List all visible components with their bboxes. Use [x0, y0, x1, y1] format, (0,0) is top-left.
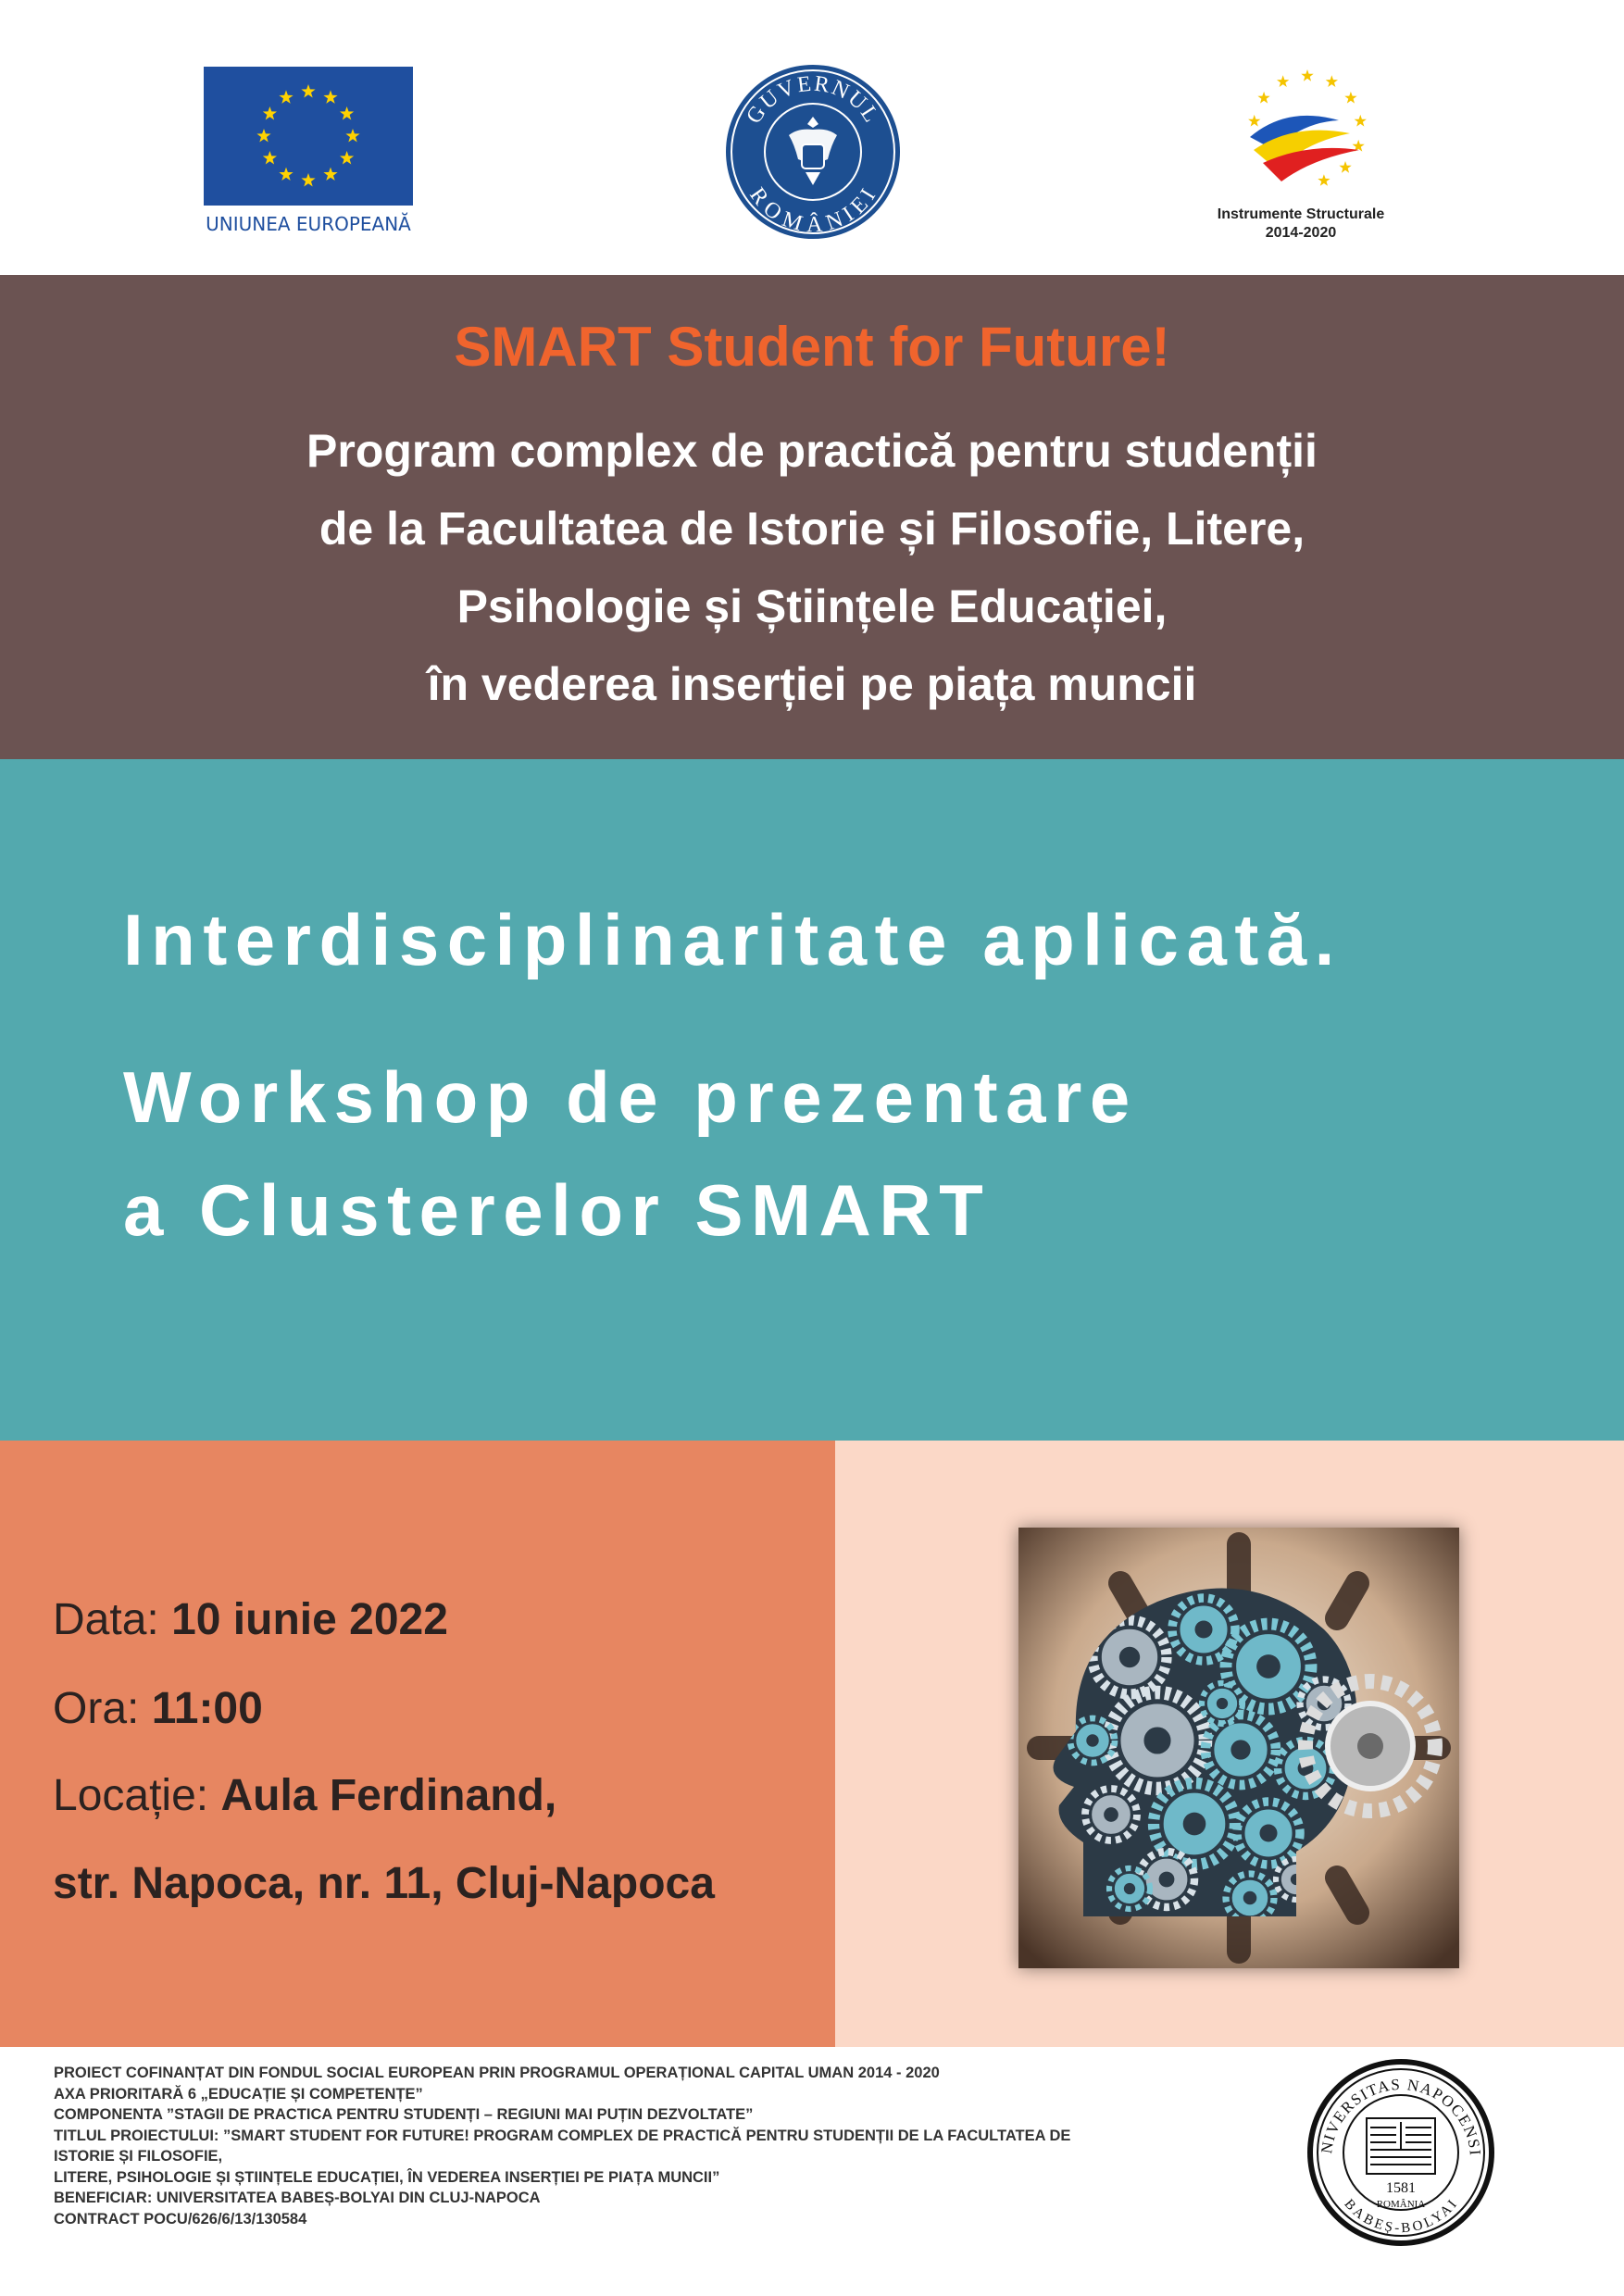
is-label-line2: 2014-2020 [1265, 225, 1337, 241]
event-address [53, 1858, 715, 1909]
disclaimer-line: CONTRACT POCU/626/6/13/130584 [54, 2210, 307, 2227]
location-value: Aula Ferdinand, [220, 1771, 557, 1820]
star-icon [1355, 115, 1367, 127]
disclaimer-line: ISTORIE ȘI FILOSOFIE, [54, 2148, 223, 2165]
disclaimer-line: BENEFICIAR: UNIVERSITATEA BABEȘ-BOLYAI DIN CLUJ-NAPOCA [54, 2190, 541, 2206]
seal-year: 1581 [1386, 2180, 1416, 2196]
time-value: 11:00 [151, 1684, 263, 1733]
star-icon [1318, 174, 1330, 186]
event-time [53, 1683, 263, 1734]
star-icon [1248, 115, 1260, 127]
event-location [53, 1770, 556, 1821]
time-label: Ora: [53, 1684, 140, 1733]
gov-seal-bottom-text: ROMÂNIEI [744, 183, 882, 238]
subtitle-line: Program complex de practică pentru studenții [306, 425, 1318, 477]
disclaimer-line: LITERE, PSIHOLOGIE ȘI ȘTIINȚELE EDUCAȚIEI, ÎN VEDEREA INSERȚIEI PE PIAȚA MUNCII” [54, 2168, 720, 2186]
head-gears-illustration [1018, 1528, 1459, 1968]
disclaimer-line: COMPONENTA ”STAGII DE PRACTICA PENTRU STUDENȚI – REGIUNI MAI PUȚIN DEZVOLTATE” [54, 2106, 754, 2123]
romanian-government-seal [724, 63, 902, 241]
date-value: 10 iunie 2022 [171, 1595, 448, 1644]
structural-instruments-logo [1231, 57, 1380, 206]
event-details-panel [0, 1441, 835, 2047]
subtitle-line: de la Facultatea de Istorie și Filosofie, Litere, [319, 503, 1305, 555]
star-icon [1339, 161, 1351, 173]
star-icon [1277, 75, 1289, 87]
eu-flag-logo [204, 67, 413, 206]
event-heading-line2: Workshop de prezentare [123, 1056, 1138, 1138]
star-icon [1344, 92, 1356, 104]
eu-stars-icon [204, 67, 413, 206]
star-icon [1257, 92, 1269, 104]
disclaimer-line: AXA PRIORITARĂ 6 „EDUCAȚIE ȘI COMPETENȚE” [54, 2085, 423, 2103]
subtitle-line: în vederea inserției pe piața muncii [427, 658, 1197, 710]
seal-country: ROMÂNIA [1376, 2199, 1426, 2210]
babes-bolyai-university-seal [1305, 2057, 1496, 2248]
seal-bottom-text: BABEȘ-BOLYAI [1341, 2196, 1461, 2236]
date-label: Data: [53, 1595, 159, 1644]
disclaimer-line: PROIECT COFINANȚAT DIN FONDUL SOCIAL EUROPEAN PRIN PROGRAMUL OPERAȚIONAL CAPITAL UMAN 2014 - 2020 [54, 2065, 940, 2081]
event-heading-line1: Interdisciplinaritate aplicată. [123, 899, 1343, 980]
project-subtitle [0, 412, 1624, 723]
disclaimer-line: TITLUL PROIECTULUI: ”SMART STUDENT FOR FUTURE! PROGRAM COMPLEX DE PRACTICĂ PENTRU STUDENȚII DE LA FACULTATEA DE [54, 2127, 1071, 2144]
funding-disclaimer [54, 2063, 1220, 2229]
project-title: SMART Student for Future! [454, 316, 1170, 378]
gov-seal-top-text: GUVERNUL [742, 71, 884, 129]
seal-top-text: NIVERSITAS NAPOCENSI [1318, 2075, 1485, 2158]
event-date [53, 1594, 448, 1645]
is-label-line1: Instrumente Structurale [1217, 206, 1385, 222]
address-value: str. Napoca, nr. 11, Cluj-Napoca [53, 1859, 715, 1908]
event-heading-line3: a Clusterelor SMART [123, 1169, 992, 1251]
star-icon [1301, 69, 1313, 81]
subtitle-line: Psihologie și Științele Educației, [456, 580, 1168, 632]
star-icon [1326, 75, 1338, 87]
structural-instruments-label [1176, 206, 1426, 243]
location-label: Locație: [53, 1771, 209, 1820]
eu-label: UNIUNEA EUROPEANĂ [206, 213, 411, 235]
